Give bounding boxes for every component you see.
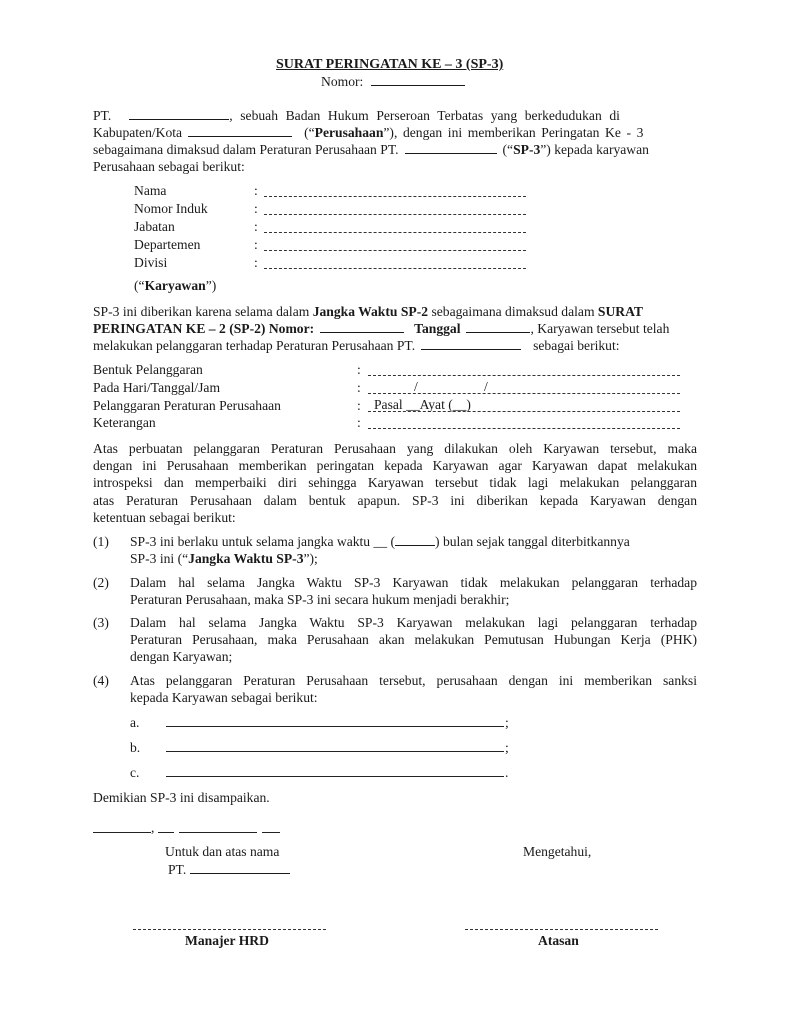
sanction-b-blank <box>166 751 504 752</box>
document-title: SURAT PERINGATAN KE – 3 (SP-3) <box>276 57 504 72</box>
sanction-a-blank <box>166 726 504 727</box>
year-blank <box>262 832 280 833</box>
colon: : <box>357 415 361 430</box>
item-number-4: (4) <box>93 673 109 688</box>
colon: : <box>357 380 361 395</box>
keterangan-blank <box>368 428 680 429</box>
field-pelanggaran-peraturan: Pelanggaran Peraturan Perusahaan <box>93 398 281 413</box>
date-slash: / <box>484 379 488 394</box>
sanction-label-b: b. <box>130 740 141 755</box>
body-paragraph: Atas perbuatan pelanggaran Peraturan Perusahaan yang dilakukan oleh Karyawan tersebut, maka dengan ini Perusahaan memberikan peringatan kepada Karyawan agar Karyawan dapat melakukan introspeksi dan memperbaiki diri sehingga Karyawan tersebut tidak lagi melakukan pelanggaran atas Peraturan Perusahaan dalam bentuk apapun. SP-3 ini diberikan kepada Karyawan dengan ketentuan sebagai berikut: <box>93 441 697 525</box>
pt-name-blank <box>129 107 229 120</box>
colon: : <box>254 237 258 252</box>
sanction-end-c: . <box>505 765 509 780</box>
sanction-label-c: c. <box>130 765 140 780</box>
item-1-line-2: SP-3 ini (“Jangka Waktu SP-3”); <box>130 551 318 566</box>
sanction-end-b: ; <box>505 740 509 755</box>
nomor-label: Nomor: <box>321 74 364 89</box>
field-nama: Nama <box>134 183 167 198</box>
signature-line-right <box>465 929 658 930</box>
sign-left-heading: Untuk dan atas nama <box>165 844 280 859</box>
item-number-1: (1) <box>93 534 109 549</box>
pt-regulation-blank-2 <box>421 337 521 350</box>
colon: : <box>357 362 361 377</box>
field-divisi: Divisi <box>134 255 168 270</box>
sanction-end-a: ; <box>505 715 509 730</box>
intro-line-2: Kabupaten/Kota (“Perusahaan”), dengan ini memberikan Peringatan Ke - 3 <box>93 125 644 140</box>
item-number-2: (2) <box>93 575 109 590</box>
colon: : <box>254 255 258 270</box>
item-number-3: (3) <box>93 615 109 630</box>
signatory-atasan: Atasan <box>538 933 579 948</box>
pt-regulation-blank <box>405 141 497 154</box>
field-nomor-induk: Nomor Induk <box>134 201 208 216</box>
colon: : <box>254 201 258 216</box>
sp2-date-blank <box>466 320 530 333</box>
reason-line-1: SP-3 ini diberikan karena selama dalam Jangka Waktu SP-2 sebagaimana dimaksud dalam SURAT <box>93 304 643 319</box>
place-blank <box>93 832 151 833</box>
reason-line-3: melakukan pelanggaran terhadap Peraturan Perusahaan PT. sebagai berikut: <box>93 338 620 353</box>
item-3-text: Dalam hal selama Jangka Waktu SP-3 Karyawan melakukan lagi pelanggaran terhadap Peraturan Perusahaan, maka Perusahaan akan melakukan Pemutusan Hubungan Kerja (PHK) dengan Karyawan; <box>130 615 697 665</box>
field-bentuk-pelanggaran: Bentuk Pelanggaran <box>93 362 203 377</box>
day-blank <box>158 832 174 833</box>
item-4-text: Atas pelanggaran Peraturan Perusahaan tersebut, perusahaan dengan ini memberikan sanksi kepada Karyawan sebagai berikut: <box>130 673 697 706</box>
item-1-line-1: SP-3 ini berlaku untuk selama jangka waktu __ ( ) bulan sejak tanggal diterbitkannya <box>130 534 630 549</box>
closing-text: Demikian SP-3 ini disampaikan. <box>93 790 270 805</box>
city-blank <box>188 124 292 137</box>
colon: : <box>357 398 361 413</box>
nama-blank <box>264 196 526 197</box>
date-slash: / <box>414 379 418 394</box>
nomor-line <box>321 73 465 90</box>
intro-line-4: Perusahaan sebagai berikut: <box>93 159 245 174</box>
bentuk-blank <box>368 375 680 376</box>
field-jabatan: Jabatan <box>134 219 175 234</box>
sp2-number-blank <box>320 320 404 333</box>
sign-company-blank <box>190 861 290 874</box>
intro-line-3: sebagaimana dimaksud dalam Peraturan Perusahaan PT. (“SP-3”) kepada karyawan <box>93 142 649 157</box>
sanction-label-a: a. <box>130 715 140 730</box>
field-keterangan: Keterangan <box>93 415 156 430</box>
signature-line-left <box>133 929 326 930</box>
nomor-blank <box>371 73 465 86</box>
sanction-c-blank <box>166 776 504 777</box>
field-hari-tanggal-jam: Pada Hari/Tanggal/Jam <box>93 380 221 395</box>
departemen-blank <box>264 250 526 251</box>
month-blank <box>179 832 257 833</box>
colon: : <box>254 219 258 234</box>
sign-right-heading: Mengetahui, <box>523 844 592 859</box>
sign-left-company: PT. <box>168 861 290 878</box>
item-2-text: Dalam hal selama Jangka Waktu SP-3 Karyawan tidak melakukan pelanggaran terhadap Peraturan Perusahaan, maka SP-3 ini secara hukum menjadi berakhir; <box>130 575 697 608</box>
field-departemen: Departemen <box>134 237 201 252</box>
colon: : <box>254 183 258 198</box>
signatory-manajer-hrd: Manajer HRD <box>185 933 269 948</box>
karyawan-definition: (“Karyawan”) <box>134 278 217 293</box>
jabatan-blank <box>264 232 526 233</box>
divisi-blank <box>264 268 526 269</box>
nomor-induk-blank <box>264 214 526 215</box>
intro-line-1: PT. , sebuah Badan Hukum Perseroan Terbatas yang berkedudukan di <box>93 108 620 123</box>
date-separator: , <box>151 820 155 835</box>
reason-line-2: PERINGATAN KE – 2 (SP-2) Nomor: Tanggal , Karyawan tersebut telah <box>93 321 670 336</box>
pasal-ayat: Pasal __Ayat (__) <box>374 397 471 412</box>
duration-blank <box>395 533 435 546</box>
